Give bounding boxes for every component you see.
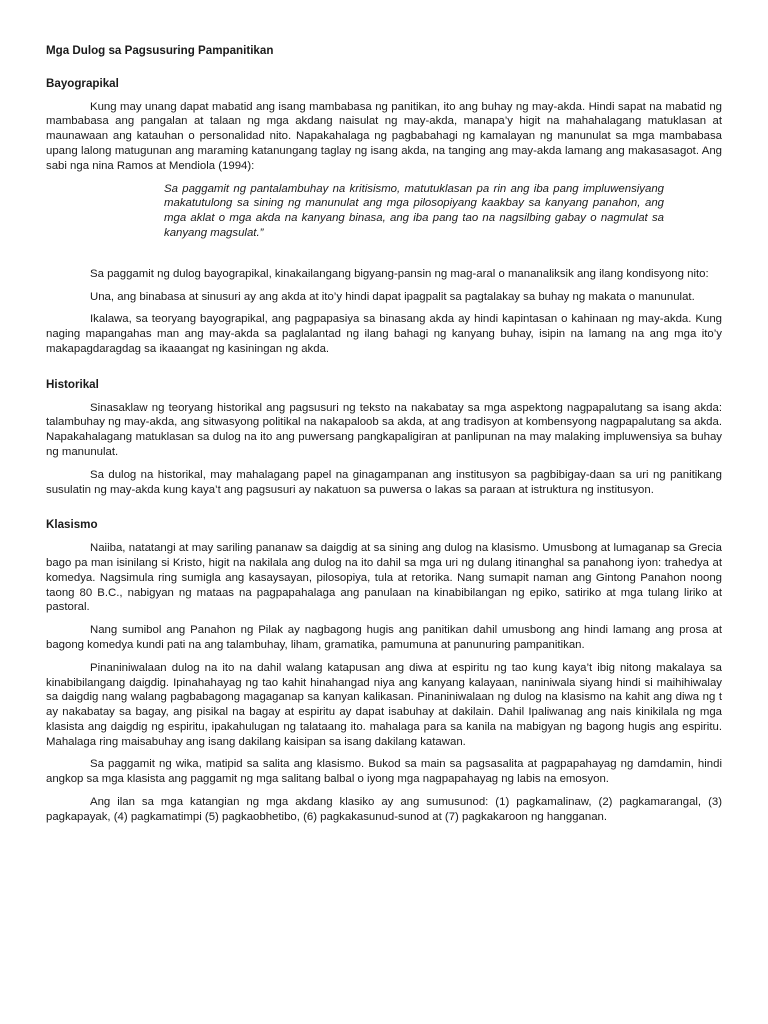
paragraph: Sinasaklaw ng teoryang historikal ang pagsusuri ng teksto na nakabatay sa mga aspektong nagpapalutang sa isang akda: talambuhay ng may-akda, ang sitwasyong politikal na nakapaloob sa akda, at ang tradisyon at kombensyong nagpapalutang sa akda. Napakahalagang matuklasan sa dulog na ito ang puwersang pangkapaligiran at panlipunan na may malaking impluwensiya sa buhay ng manunulat. <box>46 401 722 458</box>
paragraph: Pinaniniwalaan dulog na ito na dahil walang katapusan ang diwa at espiritu ng tao kung kaya’t ibig nitong makalaya sa kinabibilangang daigdig. Ipinahahayag ng tao kahit hinahangad niya ang kanyang kalayaan, naniniwala siyang hindi si maihihiwalay sa daigdig nang walang pagbabagong magaganap sa kanyan kalikasan. Pinaniniwalaan ng dulog na klasismo na kahit ang diwa ng t ay nakabatay sa bagay, ang pisikal na bagay at espiritu ay dapat isabuhay at dakilain. Dahil Ipaliwanag ang nais kinikilala ng mga klasista ang daigdig ng espiritu, ipakahulugan ng talataang ito. mahalaga para sa kanila na mabigyan ng bagong hugis ang espiritu. Mahalaga ring maisabuhay ang isang dakilang kaisipan sa isang dakilang katawan. <box>46 661 722 748</box>
section-heading: Bayograpikal <box>46 76 119 90</box>
spacer <box>46 241 722 267</box>
paragraph: Kung may unang dapat mabatid ang isang mambabasa ng panitikan, ito ang buhay ng may-akda. Hindi sapat na mabatid ng mambabasa ang pangalan at talaan ng mga akdang naisulat ng may-akda, manapa’y higit na mahahalagang matuklasan at maunawaan ang katauhan o personalidad nito. Napakahalaga ng pagbabahagi ng kamalayan ng manunulat sa mga mambabasa upang lalong matugunan ang maraming katanungang taglay ng isang akda, na tanging ang may-akda lamang ang makasasagot. Ang sabi nga nina Ramos at Mendiola (1994): <box>46 100 722 172</box>
section-gap <box>46 505 722 518</box>
paragraph: Naiiba, natatangi at may sariling pananaw sa daigdig at sa sining ang dulog na klasismo. Umusbong at lumaganap sa Grecia bago pa man isinilang si Kristo, higit na nakilala ang dulog na ito dahil sa mga uri ng dulang itinanghal sa panahong iyon: trahedya at komedya. Nagsimula ring sumigla ang kasaysayan, pilosopiya, tula at retorika. Nang sumapit naman ang Gintong Panahon noong taong 80 B.C., nabigyan ng mataas na pagpapahalaga ang panulaan na kinabibilangan ng epiko, satiriko at mga tulang liriko at pastoral. <box>46 542 722 614</box>
section-historikal <box>46 378 722 498</box>
document-title: Mga Dulog sa Pagsusuring Pampanitikan <box>46 44 274 57</box>
paragraph: Una, ang binabasa at sinusuri ay ang akda at ito’y hindi dapat ipagpalit sa pagtalakay sa buhay ng makata o manunulat. <box>90 290 695 303</box>
section-heading: Klasismo <box>46 518 98 532</box>
document-page <box>46 44 722 833</box>
paragraph: Nang sumibol ang Panahon ng Pilak ay nagbagong hugis ang panitikan dahil umusbong ang hindi lamang ang prosa at bagong komedya kundi pati na ang talambuhay, liham, gramatika, pamumuna at panunuring pampanitikan. <box>46 624 722 651</box>
section-klasismo <box>46 518 722 824</box>
section-gap <box>46 365 722 378</box>
paragraph: Sa paggamit ng wika, matipid sa salita ang klasismo. Bukod sa main sa pagsasalita at pagpapahayag ng damdamin, hindi angkop sa mga klasista ang paggamit ng mga salitang balbal o iyong mga nagpapahayag ng labis na emosyon. <box>46 758 722 786</box>
paragraph: Ang ilan sa mga katangian ng mga akdang klasiko ay ang sumusunod: (1) pagkamalinaw, (2) pagkamarangal, (3) pagkapayak, (4) pagkamatimpi (5) pagkaobhetibo, (6) pagkakasunud-sunod at (7) pagkakaroon ng hangganan. <box>46 796 722 823</box>
paragraph: Sa dulog na historikal, may mahalagang papel na ginagampanan ang institusyon sa pagbibigay-daan sa uri ng panitikang susulatin ng may-akda kung kaya’t ang pagsusuri ay nakatuon sa puwersa o lakas sa paraan at istruktura ng institusyon. <box>46 468 722 496</box>
section-heading: Historikal <box>46 377 99 391</box>
paragraph: Sa paggamit ng dulog bayograpikal, kinakailangang bigyang-pansin ng mag-aral o mananaliksik ang ilang kondisyong nito: <box>90 267 709 280</box>
section-bayograpikal <box>46 77 722 357</box>
block-quote: Sa paggamit ng pantalambuhay na kritisismo, matutuklasan pa rin ang iba pang impluwensiyang makatutulong sa sining ng manunulat ang mga pilosopiyang kaakbay sa kanyang panahon, ang mga aklat o mga akda na kanyang binasa, ang iba pang tao na nagsilbing gabay o nagmulat sa kanyang magsulat.” <box>164 182 664 239</box>
paragraph: Ikalawa, sa teoryang bayograpikal, ang pagpapasiya sa binasang akda ay hindi kapintasan o kahinaan ng may-akda. Kung naging mapangahas man ang may-akda sa paglalantad ng ilang bahagi ng kanyang buhay, isipin na lamang na ang mga ito’y makapagdaragdag sa ikaaangat ng kasiningan ng akda. <box>46 313 722 355</box>
